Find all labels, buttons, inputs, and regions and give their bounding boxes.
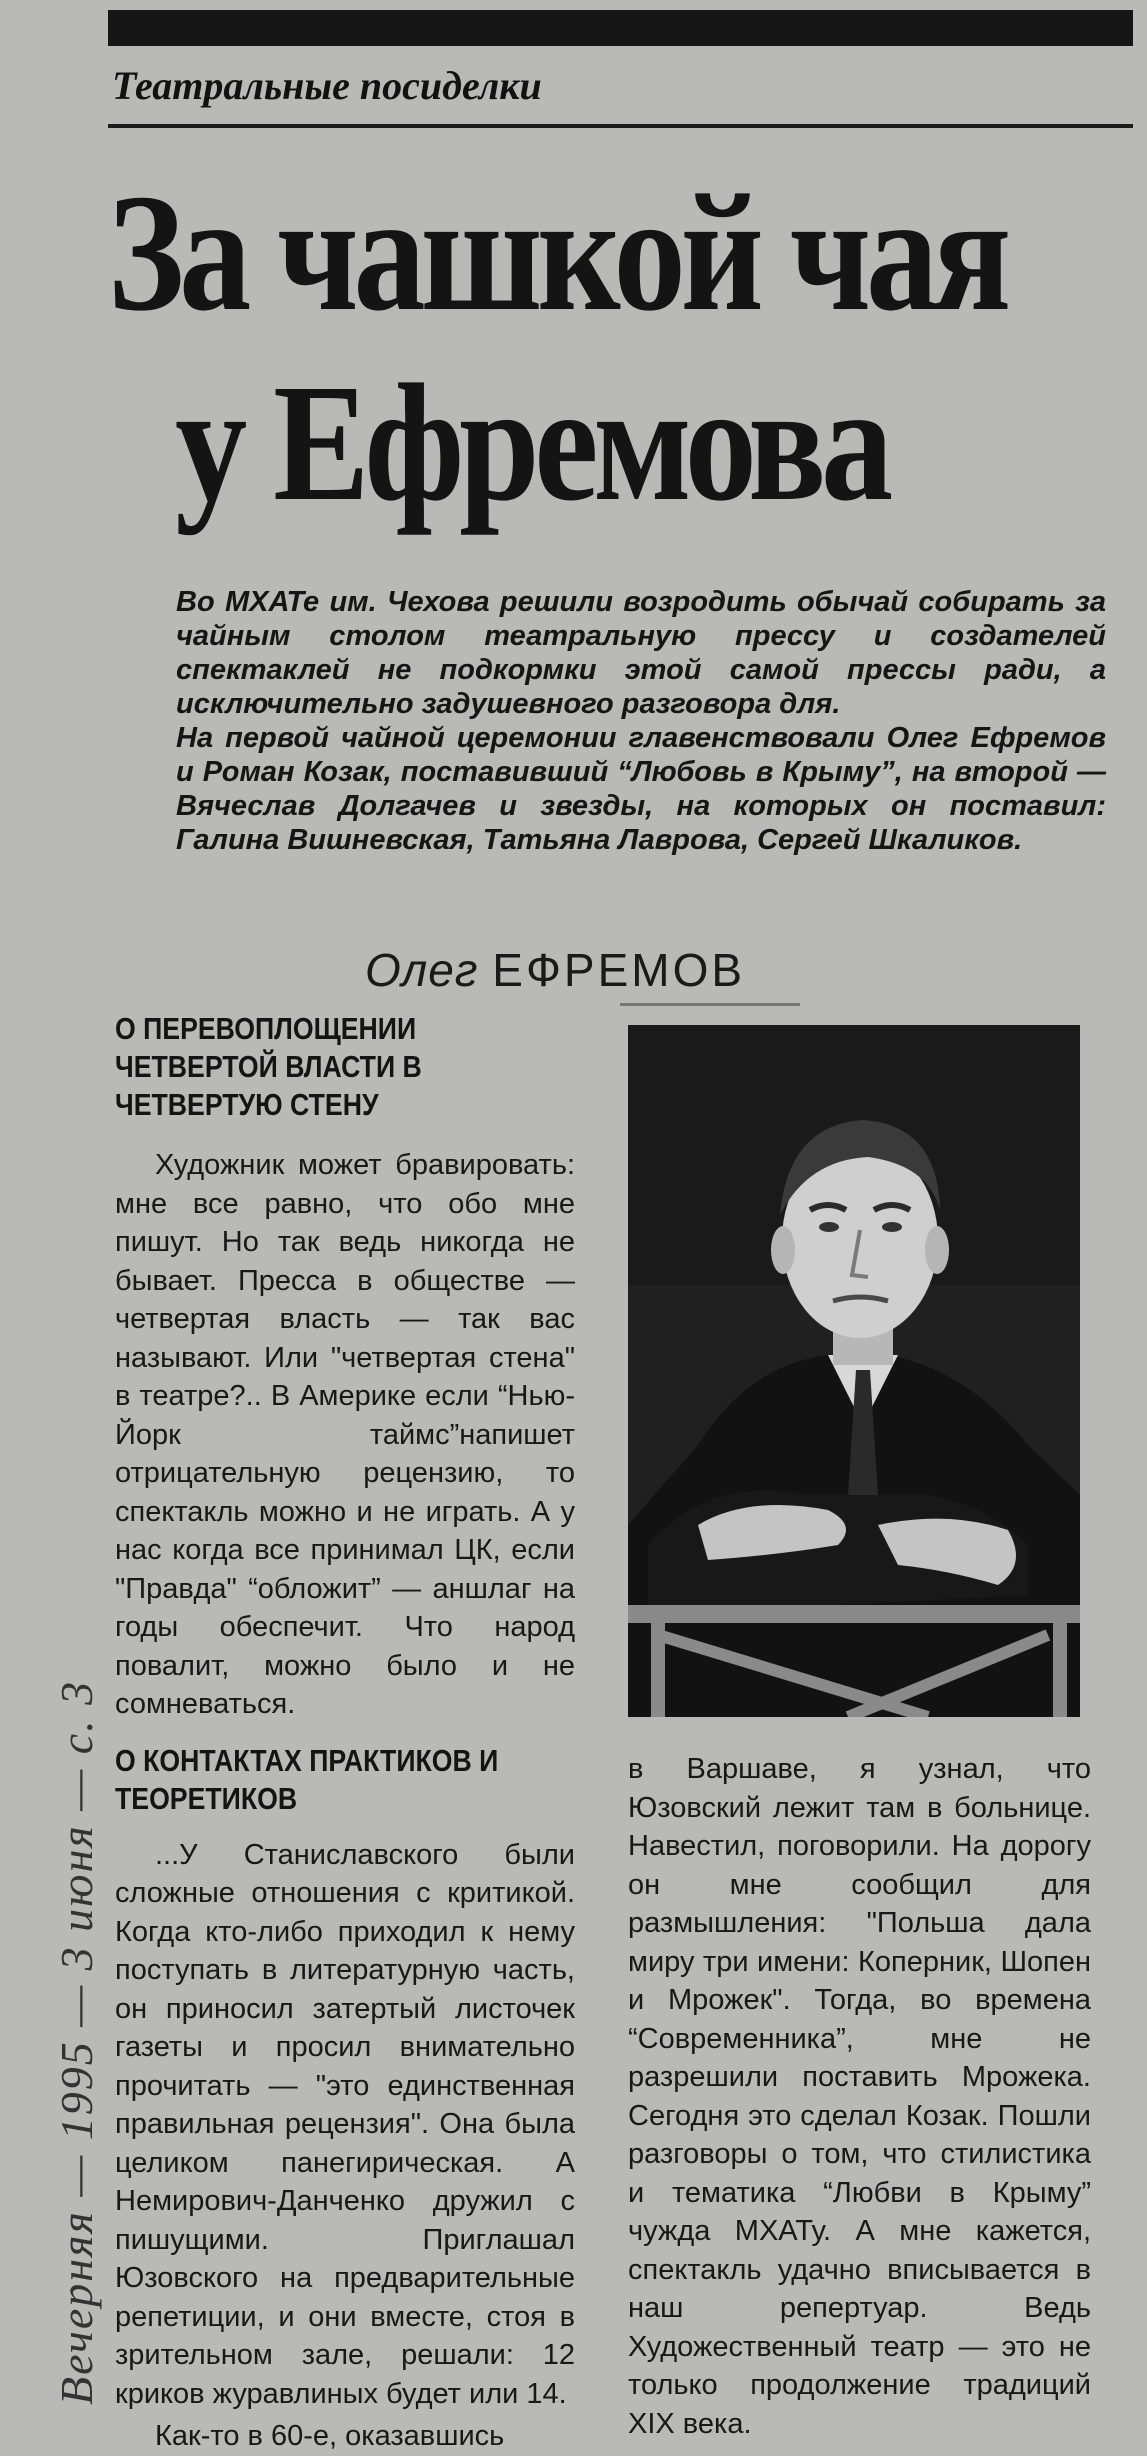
byline-underline [620, 1003, 800, 1006]
section-2-text-1: ...У Станиславского были сложные отношения с критикой. Когда кто-либо приходил к нему поступать в литературную часть, он приносил затертый листочек газеты и просил внимательно прочитать — "это единственная правильная рецензия". Она была целиком панегирическая. А Немирович-Данченко дружил с пишущими. Приглашал Юзовского на предварительные репетиции, и они вместе, стоя в зрительном зале, решали: 12 криков журавлиных будет или 14. [115, 1838, 575, 2410]
handwritten-margin-note: Вечерняя — 1995 — 3 июня — с. 3 [51, 1679, 102, 2405]
author-first-name: Олег [365, 944, 479, 996]
lead-paragraph-2: На первой чайной церемонии главенствовали Олег Ефремов и Роман Козак, поставивший “Любовь в Крыму”, на второй — Вячеслав Долгачев и звезды, на которых он поставил: Галина Вишневская, Татьяна Лаврова, Сергей Шкаликов. [176, 722, 1106, 856]
section-1-heading: О ПЕРЕВОПЛОЩЕНИИ ЧЕТВЕРТОЙ ВЛАСТИ В ЧЕТВЕРТУЮ СТЕНУ [115, 1011, 422, 1122]
portrait-illustration [628, 1025, 1080, 1717]
rubric-title: Театральные посиделки [112, 63, 542, 108]
author-last-name: ЕФРЕМОВ [492, 944, 746, 996]
article-lead [176, 585, 1106, 857]
section-2-text-2: Как-то в 60-е, оказавшись [155, 2420, 505, 2452]
column-left [115, 1010, 575, 2456]
section-2-text-3: в Варшаве, я узнал, что Юзовский лежит там в больнице. Навестил, поговорили. На дорогу он мне сообщил для размышления: "Польша дала миру три имени: Коперник, Шопен и Мрожек". Тогда, во времена “Современника”, мне не разрешили поставить Мрожека. Сегодня это сделал Козак. Пошли разговоры о том, что стилистика и тематика “Любви в Крыму” чужда МХАТу. А мне кажется, спектакль удачно вписывается в наш репертуар. Ведь Художественный театр — это не только продолжение традиций XIX века. [628, 1753, 1091, 2440]
column-right [628, 1750, 1091, 2443]
section-1-text: Художник может бравировать: мне все равно, что обо мне пишут. Но так ведь никогда не бывает. Пресса в обществе — четвертая власть — так вас называют. Или "четвертая стена" в театре?.. В Америке если “Нью-Йорк таймс”напишет отрицательную рецензию, то спектакль можно и не играть. А у нас когда все принимал ЦК, если "Правда" “обложит” — аншлаг на годы обеспечит. Что народ повалит, можно было и не сомневаться. [115, 1149, 575, 1720]
article-headline [108, 158, 1138, 538]
author-portrait-photo [628, 1025, 1080, 1717]
headline-line-2: у Ефремова [175, 350, 889, 536]
rubric-divider [108, 124, 1133, 128]
top-black-bar [108, 10, 1133, 46]
author-byline [365, 943, 745, 997]
headline-line-1: За чашкой чая [108, 160, 1007, 346]
section-2-heading: О КОНТАКТАХ ПРАКТИКОВ И ТЕОРЕТИКОВ [115, 1742, 499, 1816]
lead-paragraph-1: Во МХАТе им. Чехова решили возродить обычай собирать за чайным столом театральную прессу и создателей спектаклей не подкормки этой самой прессы ради, а исключительно задушевного разговора для. [176, 586, 1106, 720]
